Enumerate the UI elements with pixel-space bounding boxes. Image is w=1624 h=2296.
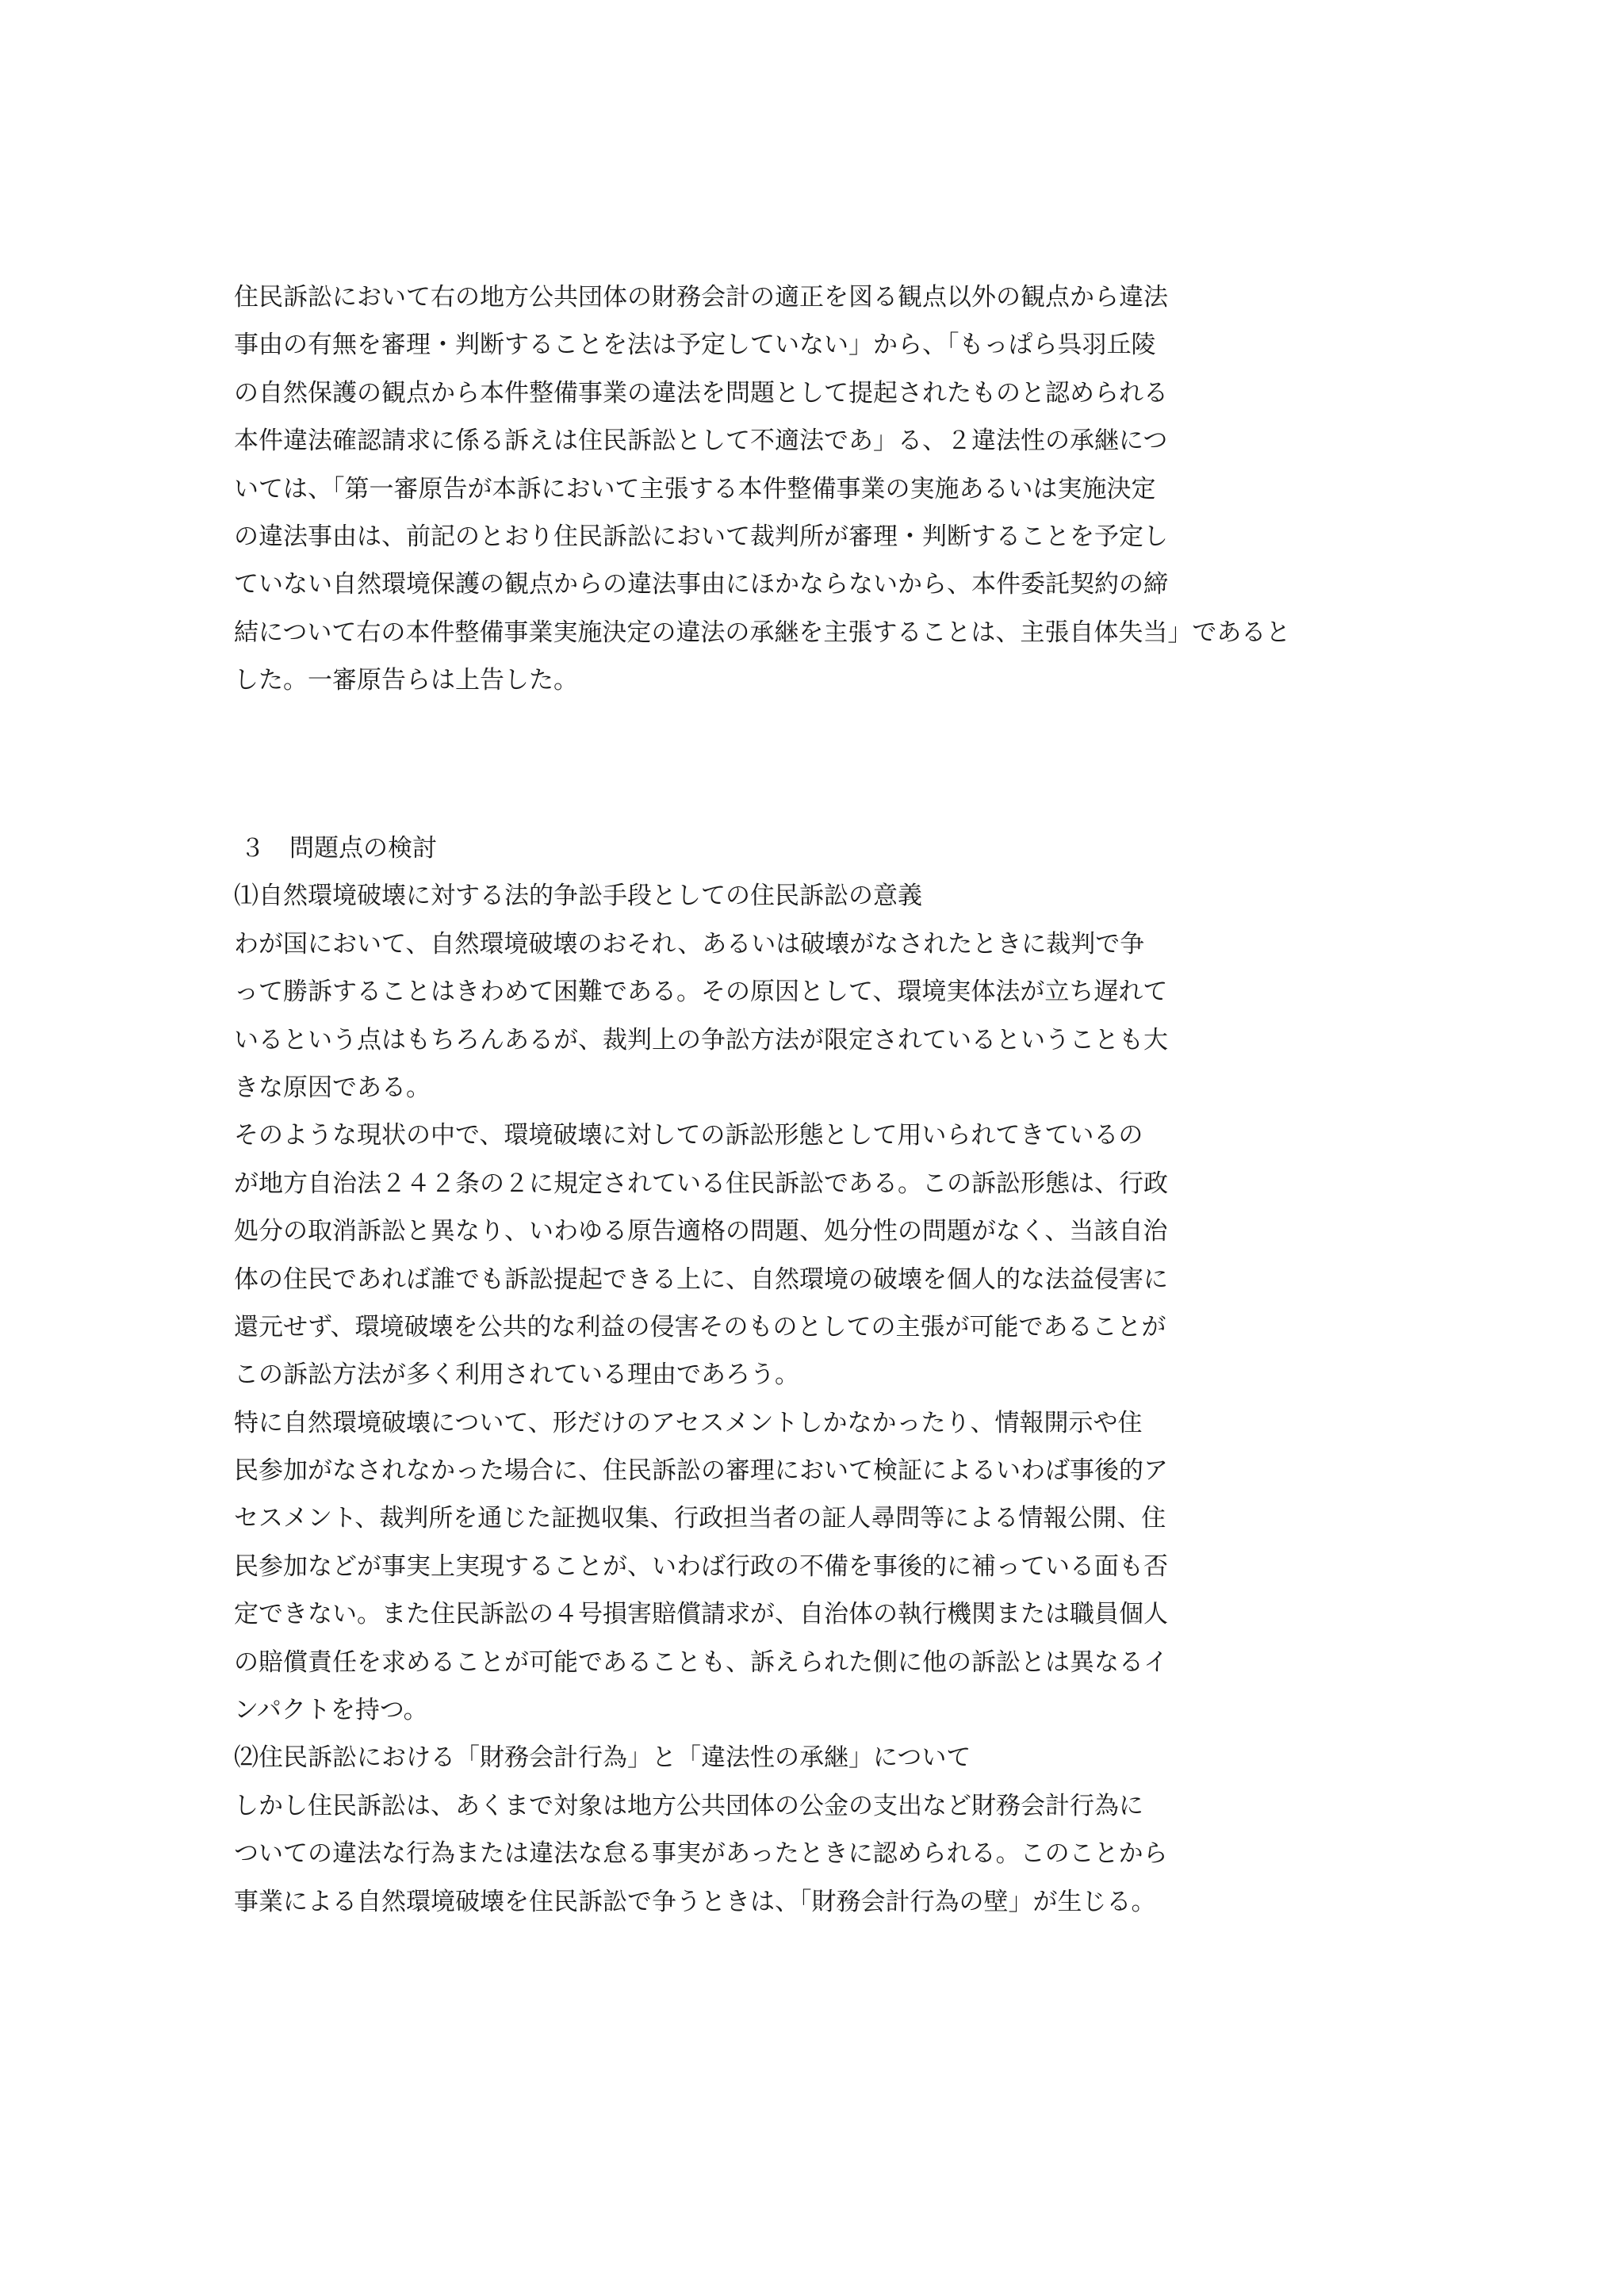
text-line: の違法事由は、前記のとおり住民訴訟において裁判所が審理・判断することを予定し	[234, 522, 1168, 551]
text-line: セスメント、裁判所を通じた証拠収集、行政担当者の証人尋問等による情報公開、住	[234, 1504, 1166, 1533]
paragraph-court-ruling	[234, 274, 1408, 705]
text-line: 体の住民であれば誰でも訴訟提起できる上に、自然環境の破壊を個人的な法益侵害に	[234, 1265, 1168, 1294]
text-line: って勝訴することはきわめて困難である。その原因として、環境実体法が立ち遅れて	[234, 978, 1168, 1007]
subheading: ⑵住民訴訟における「財務会計行為」と「違法性の承継」について	[234, 1743, 971, 1773]
text-line: 本件違法確認請求に係る訴えは住民訴訟として不適法であ」る、２違法性の承継につ	[234, 427, 1168, 456]
text-line: 民参加がなされなかった場合に、住民訴訟の審理において検証によるいわば事後的ア	[234, 1456, 1168, 1486]
text-line: 処分の取消訴訟と異なり、いわゆる原告適格の問題、処分性の問題がなく、当該自治	[234, 1217, 1168, 1246]
text-line: 定できない。また住民訴訟の４号損害賠償請求が、自治体の執行機関または職員個人	[234, 1600, 1168, 1629]
text-line: いるという点はもちろんあるが、裁判上の争訟方法が限定されているということも大	[234, 1025, 1168, 1054]
text-line: わが国において、自然環境破壊のおそれ、あるいは破壊がなされたときに裁判で争	[234, 929, 1145, 959]
text-line: 事由の有無を審理・判断することを法は予定していない」から、「もっぱら呉羽丘陵	[234, 331, 1156, 360]
text-line: の賠償責任を求めることが可能であることも、訴えられた側に他の訴訟とは異なるイ	[234, 1647, 1168, 1677]
text-line: 結について右の本件整備事業実施決定の違法の承継を主張することは、主張自体失当」であると	[234, 618, 1291, 647]
subheading: ⑴自然環境破壊に対する法的争訟手段としての住民訴訟の意義	[234, 882, 922, 911]
text-line: この訴訟方法が多く利用されている理由であろう。	[234, 1360, 799, 1390]
text-line: ついての違法な行為または違法な怠る事実があったときに認められる。このことから	[234, 1839, 1168, 1869]
text-line: 住民訴訟において右の地方公共団体の財務会計の適正を図る観点以外の観点から違法	[234, 283, 1168, 312]
text-line: 民参加などが事実上実現することが、いわば行政の不備を事後的に補っている面も否	[234, 1552, 1168, 1581]
text-line: 還元せず、環境破壊を公共的な利益の侵害そのものとしての主張が可能であることが	[234, 1312, 1166, 1341]
text-line: しかし住民訴訟は、あくまで対象は地方公共団体の公金の支出など財務会計行為に	[234, 1791, 1143, 1820]
text-line: そのような現状の中で、環境破壊に対しての訴訟形態として用いられてきているの	[234, 1121, 1143, 1150]
text-line: 特に自然環境破壊について、形だけのアセスメントしかなかったり、情報開示や住	[234, 1408, 1143, 1437]
text-line: した。一審原告らは上告した。	[234, 666, 578, 695]
text-line: ンパクトを持つ。	[234, 1696, 428, 1725]
text-line: 事業による自然環境破壊を住民訴訟で争うときは、「財務会計行為の壁」が生じる。	[234, 1887, 1156, 1916]
section-issue-review	[234, 825, 1408, 1926]
text-line: ていない自然環境保護の観点からの違法事由にほかならないから、本件委託契約の締	[234, 570, 1168, 599]
section-heading: ３ 問題点の検討	[240, 834, 437, 863]
text-line: の自然保護の観点から本件整備事業の違法を問題として提起されたものと認められる	[234, 378, 1168, 408]
text-line: きな原因である。	[234, 1073, 431, 1102]
text-line: いては、「第一審原告が本訴において主張する本件整備事業の実施あるいは実施決定	[234, 474, 1156, 503]
text-line: が地方自治法２４２条の２に規定されている住民訴訟である。この訴訟形態は、行政	[234, 1169, 1168, 1198]
